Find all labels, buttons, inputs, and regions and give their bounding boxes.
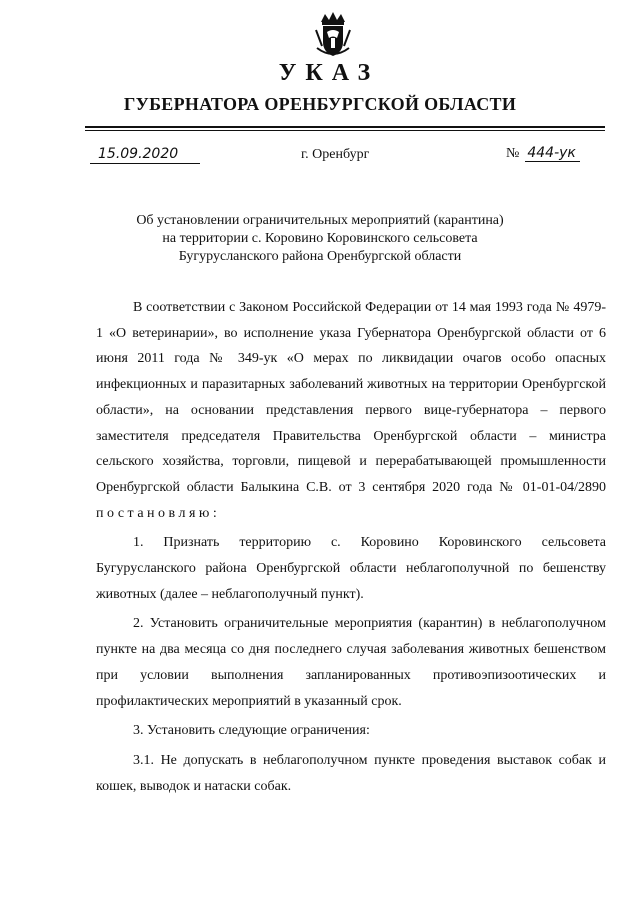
date-underline (90, 163, 200, 164)
header-divider-thick (85, 126, 605, 128)
document-subtitle: ГУБЕРНАТОРА ОРЕНБУРГСКОЙ ОБЛАСТИ (123, 94, 517, 114)
decree-body (96, 295, 606, 799)
clause-3: 3. Установить следующие ограничения: (133, 723, 370, 739)
document-title: УКАЗ (278, 60, 380, 86)
heading-line: на территории с. Коровино Коровинского сельсовета (162, 231, 478, 246)
header-divider-thin (85, 130, 605, 131)
intro-text: В соответствии с Законом Российской Федерации от 14 мая 1993 года № 4979-1 «О ветеринарии», во исполнение указа Губернатора Оренбургской области от 6 июня 2011 года № 349-ук «О мерах по ликвидации очагов особо опасных инфекционных и паразитарных заболеваний животных на территории Оренбургской области», на основании представления первого вице-губернатора – первого заместителя председателя Правительства Оренбургской области – министра сельского хозяйства, торговли, пищевой и перерабатывающей промышленности Оренбургской области Балыкина С.В. от 3 сентября 2020 года № 01-01-04/2890 (96, 300, 606, 495)
date-value: 15.09.2020 (98, 146, 179, 162)
decree-heading (0, 212, 640, 266)
number-sign: № (506, 146, 520, 161)
document-number (506, 145, 580, 162)
document-date (90, 146, 200, 164)
number-value: 444-ук (525, 145, 580, 162)
heading-line: Об установлении ограничительных мероприятий (карантина) (136, 213, 504, 228)
clause-1: 1. Признать территорию с. Коровино Коровинского сельсовета Бугурусланского района Оренбургской области неблагополучной по бешенству животных (далее – неблагополучный пункт). (96, 535, 606, 602)
intro-paragraph (96, 295, 606, 526)
decree-word: постановляю: (96, 505, 221, 521)
heading-line: Бугурусланского района Оренбургской области (178, 249, 462, 264)
coat-of-arms-icon (313, 8, 353, 60)
document-city: г. Оренбург (301, 147, 370, 162)
clause-3-1: 3.1. Не допускать в неблагополучном пункте проведения выставок собак и кошек, выводок и натаски собак. (96, 752, 606, 794)
clause-2: 2. Установить ограничительные мероприятия (карантин) в неблагополучном пункте на два месяца со дня последнего случая заболевания животных бешенством при условии выполнения запланированных противоэпизоотических и профилактических мероприятий в указанный срок. (96, 616, 606, 709)
